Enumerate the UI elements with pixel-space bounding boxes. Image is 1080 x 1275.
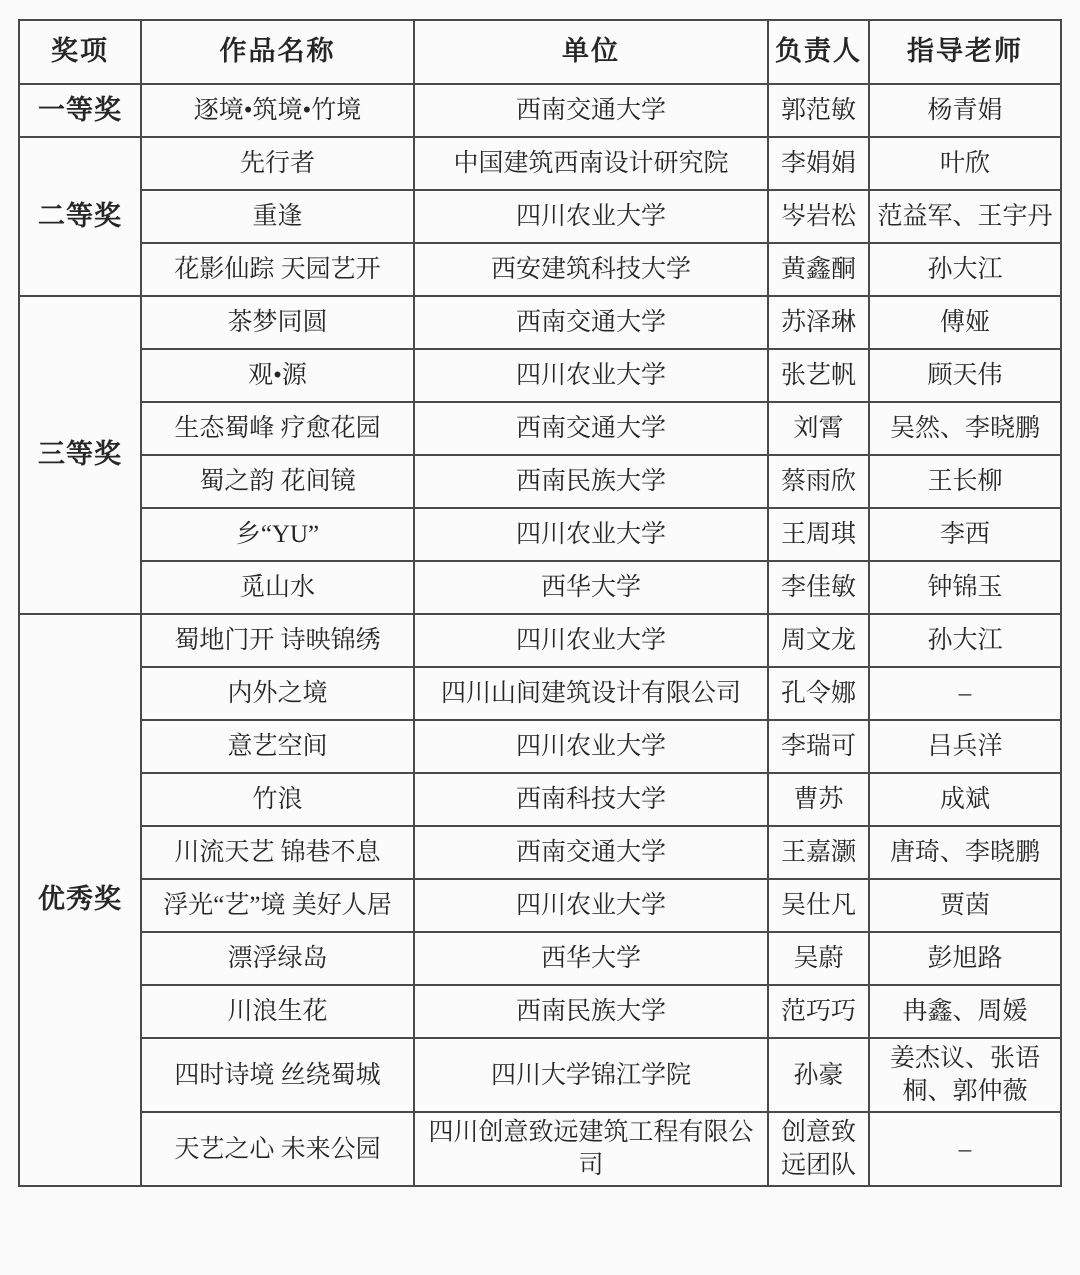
- advisor-cell: 李西: [869, 508, 1061, 561]
- advisor-cell: 傅娅: [869, 296, 1061, 349]
- table-row: [19, 667, 1061, 720]
- leader-cell: 周文龙: [768, 614, 869, 667]
- advisor-cell: 唐琦、李晓鹏: [869, 826, 1061, 879]
- unit-cell: 四川农业大学: [414, 349, 768, 402]
- leader-cell: 王嘉灏: [768, 826, 869, 879]
- leader-cell: 岑岩松: [768, 190, 869, 243]
- table-row: [19, 826, 1061, 879]
- leader-cell: 李娟娟: [768, 137, 869, 190]
- work-name-cell: 观•源: [141, 349, 414, 402]
- table-row: [19, 190, 1061, 243]
- leader-cell: 创意致远团队: [768, 1112, 869, 1186]
- advisor-cell: 王长柳: [869, 455, 1061, 508]
- table-row: [19, 932, 1061, 985]
- leader-cell: 孙豪: [768, 1038, 869, 1112]
- work-name-cell: 川流天艺 锦巷不息: [141, 826, 414, 879]
- work-name-cell: 重逢: [141, 190, 414, 243]
- work-name-cell: 蜀之韵 花间镜: [141, 455, 414, 508]
- advisor-cell: 姜杰议、张语桐、郭仲薇: [869, 1038, 1061, 1112]
- table-row: [19, 720, 1061, 773]
- work-name-cell: 漂浮绿岛: [141, 932, 414, 985]
- unit-cell: 四川农业大学: [414, 190, 768, 243]
- advisor-cell: 彭旭路: [869, 932, 1061, 985]
- table-row: [19, 614, 1061, 667]
- column-header: 负责人: [768, 20, 869, 84]
- award-cell: 一等奖: [19, 84, 141, 137]
- unit-cell: 西南民族大学: [414, 985, 768, 1038]
- leader-cell: 孔令娜: [768, 667, 869, 720]
- table-row: [19, 561, 1061, 614]
- work-name-cell: 蜀地门开 诗映锦绣: [141, 614, 414, 667]
- work-name-cell: 内外之境: [141, 667, 414, 720]
- advisor-cell: –: [869, 667, 1061, 720]
- advisor-cell: 钟锦玉: [869, 561, 1061, 614]
- advisor-cell: 孙大江: [869, 243, 1061, 296]
- advisor-cell: 叶欣: [869, 137, 1061, 190]
- work-name-cell: 觅山水: [141, 561, 414, 614]
- table-row: [19, 402, 1061, 455]
- work-name-cell: 天艺之心 未来公园: [141, 1112, 414, 1186]
- award-cell: 优秀奖: [19, 614, 141, 1186]
- column-header: 指导老师: [869, 20, 1061, 84]
- leader-cell: 张艺帆: [768, 349, 869, 402]
- unit-cell: 四川创意致远建筑工程有限公司: [414, 1112, 768, 1186]
- table-row: [19, 985, 1061, 1038]
- work-name-cell: 竹浪: [141, 773, 414, 826]
- work-name-cell: 生态蜀峰 疗愈花园: [141, 402, 414, 455]
- unit-cell: 西南交通大学: [414, 296, 768, 349]
- advisor-cell: 范益军、王宇丹: [869, 190, 1061, 243]
- table-body: [19, 84, 1061, 1186]
- work-name-cell: 逐境•筑境•竹境: [141, 84, 414, 137]
- advisor-cell: 顾天伟: [869, 349, 1061, 402]
- leader-cell: 范巧巧: [768, 985, 869, 1038]
- leader-cell: 苏泽琳: [768, 296, 869, 349]
- table-row: [19, 879, 1061, 932]
- unit-cell: 四川农业大学: [414, 508, 768, 561]
- unit-cell: 四川农业大学: [414, 720, 768, 773]
- advisor-cell: 成斌: [869, 773, 1061, 826]
- leader-cell: 郭范敏: [768, 84, 869, 137]
- leader-cell: 李瑞可: [768, 720, 869, 773]
- unit-cell: 西南科技大学: [414, 773, 768, 826]
- advisor-cell: 吴然、李晓鹏: [869, 402, 1061, 455]
- leader-cell: 曹苏: [768, 773, 869, 826]
- awards-table: [18, 19, 1062, 1187]
- table-row: [19, 455, 1061, 508]
- work-name-cell: 茶梦同圆: [141, 296, 414, 349]
- work-name-cell: 先行者: [141, 137, 414, 190]
- advisor-cell: 吕兵洋: [869, 720, 1061, 773]
- table-row: [19, 773, 1061, 826]
- table-row: [19, 1038, 1061, 1112]
- unit-cell: 四川农业大学: [414, 879, 768, 932]
- table-row: [19, 243, 1061, 296]
- advisor-cell: 冉鑫、周媛: [869, 985, 1061, 1038]
- leader-cell: 刘霄: [768, 402, 869, 455]
- column-header: 单位: [414, 20, 768, 84]
- work-name-cell: 乡“YU”: [141, 508, 414, 561]
- leader-cell: 吴蔚: [768, 932, 869, 985]
- unit-cell: 四川农业大学: [414, 614, 768, 667]
- leader-cell: 蔡雨欣: [768, 455, 869, 508]
- advisor-cell: 贾茵: [869, 879, 1061, 932]
- work-name-cell: 四时诗境 丝绕蜀城: [141, 1038, 414, 1112]
- unit-cell: 西华大学: [414, 932, 768, 985]
- leader-cell: 吴仕凡: [768, 879, 869, 932]
- work-name-cell: 意艺空间: [141, 720, 414, 773]
- column-header: 奖项: [19, 20, 141, 84]
- table-row: [19, 349, 1061, 402]
- advisor-cell: –: [869, 1112, 1061, 1186]
- leader-cell: 李佳敏: [768, 561, 869, 614]
- unit-cell: 西南交通大学: [414, 826, 768, 879]
- unit-cell: 西南交通大学: [414, 84, 768, 137]
- work-name-cell: 川浪生花: [141, 985, 414, 1038]
- award-cell: 二等奖: [19, 137, 141, 296]
- unit-cell: 四川大学锦江学院: [414, 1038, 768, 1112]
- advisor-cell: 孙大江: [869, 614, 1061, 667]
- unit-cell: 西安建筑科技大学: [414, 243, 768, 296]
- award-cell: 三等奖: [19, 296, 141, 614]
- leader-cell: 黄鑫酮: [768, 243, 869, 296]
- leader-cell: 王周琪: [768, 508, 869, 561]
- table-row: [19, 296, 1061, 349]
- unit-cell: 中国建筑西南设计研究院: [414, 137, 768, 190]
- unit-cell: 西南民族大学: [414, 455, 768, 508]
- table-row: [19, 508, 1061, 561]
- header-row: [19, 20, 1061, 84]
- work-name-cell: 浮光“艺”境 美好人居: [141, 879, 414, 932]
- table-row: [19, 137, 1061, 190]
- unit-cell: 四川山间建筑设计有限公司: [414, 667, 768, 720]
- table-row: [19, 1112, 1061, 1186]
- unit-cell: 西华大学: [414, 561, 768, 614]
- table-row: [19, 84, 1061, 137]
- unit-cell: 西南交通大学: [414, 402, 768, 455]
- advisor-cell: 杨青娟: [869, 84, 1061, 137]
- work-name-cell: 花影仙踪 天园艺开: [141, 243, 414, 296]
- column-header: 作品名称: [141, 20, 414, 84]
